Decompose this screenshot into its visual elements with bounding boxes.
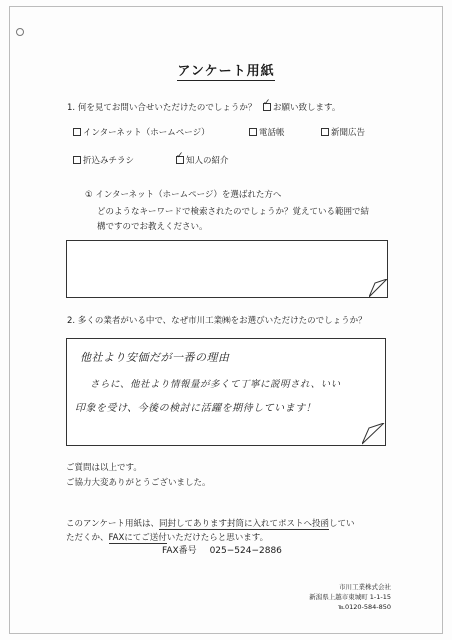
- company-name: 市川工業株式会社: [339, 583, 391, 591]
- instruction-2a: ただくか、: [66, 533, 109, 543]
- sub-question-line-2: どのようなキーワードで検索されたのでしょうか？覚えている範囲で結: [97, 207, 370, 217]
- instruction-1a: このアンケート用紙は、: [66, 519, 159, 529]
- question-2-text: 多くの業者がいる中で、なぜ市川工業㈱をお選びいただけたのでしょうか？: [77, 316, 367, 326]
- sub-question-text-1: インターネット（ホームページ）を選ばれた方へ: [95, 190, 282, 200]
- page-edge-top: [9, 6, 443, 7]
- option-phonebook-label: 電話帳: [259, 128, 285, 138]
- option-phonebook[interactable]: [249, 128, 285, 139]
- question-1: [67, 103, 340, 114]
- page-edge-left: [9, 6, 10, 634]
- fax-line: [162, 546, 282, 557]
- closing-line-2: ご協力大変ありがとうございました。: [66, 478, 211, 488]
- company-phone: ℡0120-584-850: [337, 603, 391, 611]
- page-curl-icon-2: [362, 423, 385, 445]
- sub-question-line-1: [85, 190, 281, 201]
- instruction-2b: FAXにてご送付: [108, 533, 167, 543]
- question-1-number: 1.: [67, 103, 76, 113]
- page-curl-icon: [369, 279, 388, 298]
- company-address: 新潟県上越市東城町 1-1-15: [309, 593, 391, 601]
- option-flyer[interactable]: [73, 156, 134, 167]
- checkbox-referral[interactable]: [176, 156, 184, 164]
- instruction-1c: してい: [329, 519, 355, 529]
- question-1-note: ✓ お願い致します。: [263, 103, 340, 113]
- instruction-1b: 同封してあります封筒に入れてポストへ投函: [159, 519, 330, 529]
- handwritten-line-2: さらに、他社より情報量が多くて丁寧に説明され、いい: [90, 379, 341, 390]
- punch-hole-icon: [16, 28, 24, 36]
- option-referral-label: 知人の紹介: [186, 156, 229, 166]
- instruction-line-1: [66, 519, 355, 530]
- note-check-icon: [263, 103, 271, 111]
- option-internet-label: インターネット（ホームページ）: [83, 128, 210, 138]
- checkbox-newspaper[interactable]: [321, 128, 329, 136]
- checkbox-phonebook[interactable]: [249, 128, 257, 136]
- keyword-answer-box[interactable]: [66, 240, 388, 298]
- option-internet[interactable]: [73, 128, 210, 139]
- fax-label: FAX番号: [162, 546, 197, 556]
- closing-line-1: ご質問は以上です。: [66, 463, 142, 473]
- page-edge-bottom: [9, 633, 443, 634]
- option-newspaper-label: 新聞広告: [331, 128, 366, 138]
- question-1-text: 何を見てお問い合せいただけたのでしょうか？: [77, 103, 257, 113]
- checkbox-flyer[interactable]: [73, 156, 81, 164]
- page-edge-right: [442, 6, 443, 634]
- handwritten-line-3: 印象を受け、今後の検討に活躍を期待しています！: [75, 403, 317, 414]
- option-newspaper[interactable]: [321, 128, 365, 139]
- handwritten-line-1: 他社より安価だが一番の理由: [80, 351, 230, 364]
- instruction-line-2: [66, 533, 268, 544]
- option-referral[interactable]: [176, 156, 229, 167]
- sub-question-marker: ①: [85, 190, 93, 200]
- fax-number: 025−524−2886: [209, 546, 282, 556]
- instruction-2c: いただけたらと思います。: [166, 533, 269, 543]
- sub-question-line-3: 構ですのでお教えください。: [97, 222, 208, 232]
- question-2: [67, 316, 367, 327]
- option-flyer-label: 折込みチラシ: [83, 156, 135, 166]
- page-title: アンケート用紙: [177, 64, 275, 79]
- checkbox-internet[interactable]: [73, 128, 81, 136]
- question-2-number: 2.: [67, 316, 76, 326]
